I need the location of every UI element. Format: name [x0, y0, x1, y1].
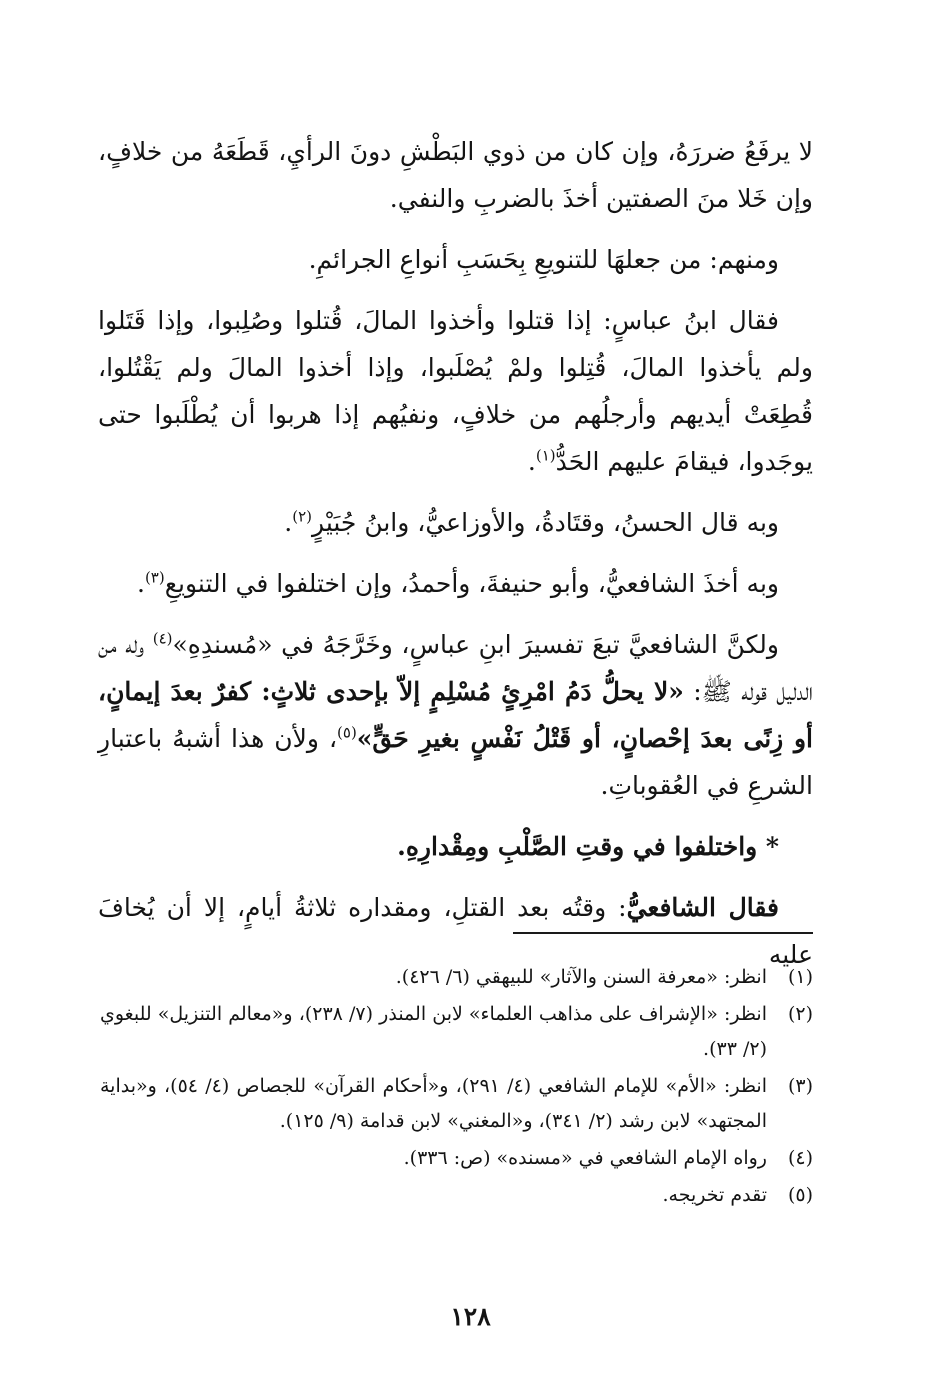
footnote-text: انظر: «الإشراف على مذاهب العلماء» لابن المنذر (٧/ ٢٣٨)، و«معالم التنزيل» للبغوي (٢/ ٣٣).: [100, 1003, 767, 1060]
footnote-ref-4[interactable]: (٤): [152, 629, 173, 648]
paragraph-3-text: فقال ابنُ عباسٍ: إذا قتلوا وأخذوا المالَ، قُتلوا وصُلِبوا، وإذا قَتَلوا ولم يأخذوا المالَ، قُتِلوا ولمْ يُصْلَبوا، وإذا أخذوا المالَ ولم يَقْتُلوا، قُطِعَتْ أيديهم وأرجلُهم من خلافٍ، ونفيُهم إذا هربوا أن يُطْلَبوا حتى يوجَدوا، فيقامَ عليهم الحَدُّ: [98, 306, 813, 476]
paragraph-1-text: لا يرفَعُ ضررَهُ، وإن كان من ذوي البَطْشِ دونَ الرأيِ، قَطَعَهُ من خلافٍ، وإن خَلا منَ الصفتين أخذَ بالضربِ والنفي.: [98, 137, 813, 213]
paragraph-5-end: .: [136, 569, 145, 598]
paragraph-6-text-a: ولكنَّ الشافعيَّ تبعَ تفسيرَ ابنِ عباسٍ، وخَرَّجَهُ في «مُسندِهِ»: [172, 630, 779, 659]
paragraph-3: [98, 297, 813, 485]
paragraph-3-end: .: [527, 447, 536, 476]
paragraph-7-lead: فقال الشافعيُّ: [626, 893, 779, 922]
footnotes: [100, 960, 813, 1215]
paragraph-5-text: وبه أخذَ الشافعيُّ، وأبو حنيفةَ، وأحمدُ، وإن اختلفوا في التنويعِ: [164, 569, 779, 598]
paragraph-6-text-c: ، ولأن هذا أشبهُ باعتبارِ الشرعِ في العُقوباتِ.: [98, 724, 813, 800]
footnote-separator: [513, 932, 813, 934]
paragraph-5: [98, 560, 813, 607]
main-text: [98, 128, 813, 992]
footnote-text: رواه الإمام الشافعي في «مسنده» (ص: ٣٣٦).: [403, 1147, 767, 1169]
footnote-2: [100, 997, 813, 1067]
paragraph-6: [98, 621, 813, 809]
paragraph-1: [98, 128, 813, 222]
footnote-4: [100, 1141, 813, 1176]
footnote-text: تقدم تخريجه.: [662, 1184, 767, 1206]
footnote-number: (٥): [787, 1184, 813, 1206]
page-number: ١٢٨: [450, 1302, 491, 1331]
footnote-number: (٤): [787, 1147, 813, 1169]
paragraph-4-end: .: [284, 508, 293, 537]
footnote-text: انظر: «معرفة السنن والآثار» للبيهقي (٦/ ٤٢٦).: [395, 966, 767, 988]
hadith-quote: «لا يحلُّ دَمُ امْرِئٍ مُسْلِمٍ إلاّ بإحدى ثلاثٍ: كفرٌ بعدَ إيمانٍ، أو زِنًى بعدَ إحْصانٍ، أو قَتْلُ نَفْسٍ بغيرِ حَقٍّ»: [98, 677, 813, 753]
footnote-text: انظر: «الأم» للإمام الشافعي (٤/ ٢٩١)، و«أحكام القرآن» للجصاص (٤/ ٥٤)، و«بداية المجتهد» لابن رشد (٢/ ٣٤١)، و«المغني» لابن قدامة (٩/ ١٢٥).: [100, 1075, 767, 1132]
footnote-ref-2[interactable]: (٢): [292, 507, 313, 526]
paragraph-2: [98, 236, 813, 283]
footnote-5: [100, 1178, 813, 1213]
footnote-ref-5[interactable]: (٥): [337, 723, 357, 742]
footnote-number: (١): [787, 966, 813, 988]
footnote-ref-1[interactable]: (١): [535, 446, 556, 465]
footnote-ref-3[interactable]: (٣): [144, 568, 165, 587]
paragraph-7-text: : وقتُه بعد القتلِ، ومقداره ثلاثةُ أيامٍ، إلا أن يُخافَ عليه: [98, 893, 813, 969]
paragraph-4: [98, 499, 813, 546]
footnote-number: (٢): [787, 1003, 813, 1025]
section-heading: [98, 823, 813, 870]
section-heading-text: * واختلفوا في وقتِ الصَّلْبِ ومِقْدارِهِ.: [397, 832, 779, 861]
footnote-number: (٣): [787, 1075, 813, 1097]
paragraph-6-text-b: وله من الدليل قوله ﷺ:: [98, 630, 813, 706]
footnote-1: [100, 960, 813, 995]
paragraph-2-text: ومنهم: من جعلهَا للتنويعِ بِحَسَبِ أنواعِ الجرائمِ.: [308, 245, 779, 274]
footnote-3: [100, 1069, 813, 1139]
paragraph-4-text: وبه قال الحسنُ، وقتَادةُ، والأوزاعيُّ، وابنُ جُبَيْرٍ: [312, 508, 779, 537]
